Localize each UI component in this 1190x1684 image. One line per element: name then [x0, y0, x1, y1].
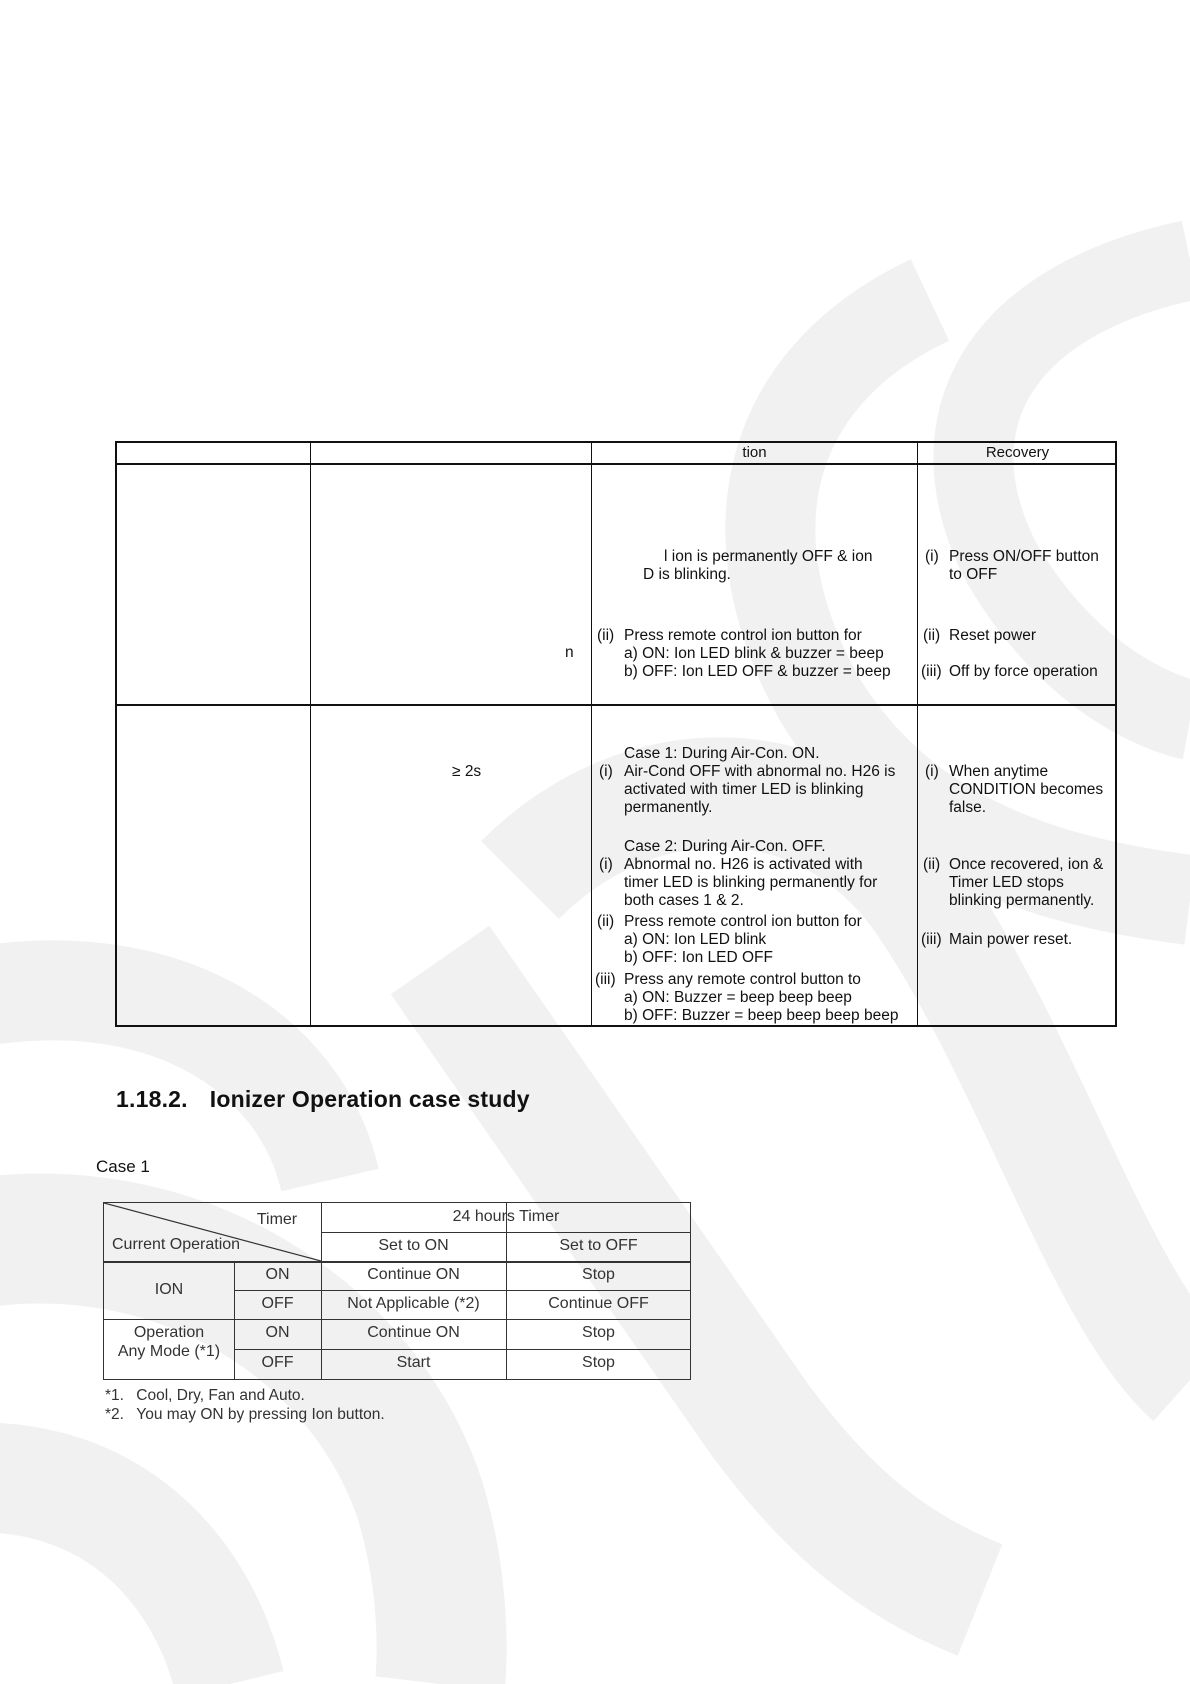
group-ion: ION — [154, 1281, 184, 1298]
row1-col3-line: a) ON: Ion LED blink & buzzer = beep — [624, 645, 884, 662]
row1-col3-line: l ion is permanently OFF & ion — [664, 548, 873, 565]
row2-case2-line: both cases 1 & 2. — [624, 892, 744, 909]
header-recovery: Recovery — [985, 444, 1050, 461]
row2-recovery-marker: (i) — [925, 763, 939, 780]
table-cell: Continue ON — [367, 1266, 460, 1283]
table-cell: Continue ON — [367, 1324, 460, 1341]
state-on: ON — [265, 1324, 290, 1341]
row1-recovery-line: Press ON/OFF button — [949, 548, 1099, 565]
state-on: ON — [265, 1266, 290, 1283]
group-operation: Operation — [133, 1324, 205, 1341]
column-divider — [321, 1203, 322, 1379]
column-divider — [591, 443, 592, 1025]
row2-recovery-line: Timer LED stops — [949, 874, 1064, 891]
row2-recovery-line: When anytime — [949, 763, 1049, 780]
row-divider — [104, 1319, 690, 1320]
table-cell: Not Applicable (*2) — [347, 1295, 480, 1312]
row1-col2-fragment: n — [565, 644, 574, 661]
header-col3: tion — [742, 444, 767, 461]
row-divider — [234, 1290, 690, 1291]
footnote-marker: *2. — [105, 1406, 124, 1423]
row2-case1-line: activated with timer LED is blinking — [624, 781, 864, 798]
row2-recovery-marker: (iii) — [921, 931, 942, 948]
row2-case1-marker: (i) — [599, 763, 613, 780]
row2-recovery-line: blinking permanently. — [949, 892, 1095, 909]
table-cell: Stop — [582, 1266, 615, 1283]
row1-recovery-marker: (i) — [925, 548, 939, 565]
section-number: 1.18.2. — [116, 1086, 188, 1112]
row2-recovery-line: Once recovered, ion & — [949, 856, 1104, 873]
row2-ii-line: b) OFF: Ion LED OFF — [624, 949, 773, 966]
table-cell: Continue OFF — [548, 1295, 649, 1312]
row1-col3-line: Press remote control ion button for — [624, 627, 862, 644]
row-divider — [117, 704, 1115, 706]
col-set-off: Set to OFF — [559, 1237, 638, 1254]
table-cell: Stop — [582, 1324, 615, 1341]
section-title: Ionizer Operation case study — [209, 1086, 530, 1112]
row2-case1-line: Air-Cond OFF with abnormal no. H26 is — [624, 763, 896, 780]
row1-recovery-line: to OFF — [949, 566, 998, 583]
row1-recovery-line: Off by force operation — [949, 663, 1098, 680]
row2-col2-fragment: ≥ 2s — [452, 763, 482, 780]
row2-ii-line: a) ON: Ion LED blink — [624, 931, 767, 948]
footnote-text: Cool, Dry, Fan and Auto. — [136, 1387, 305, 1404]
row1-col3-line: b) OFF: Ion LED OFF & buzzer = beep — [624, 663, 891, 680]
row1-col3-marker: (ii) — [597, 627, 615, 644]
corner-timer-label: Timer — [256, 1211, 298, 1228]
corner-current-operation-label: Current Operation — [112, 1236, 241, 1253]
footnote — [105, 1406, 385, 1424]
footnote-marker: *1. — [105, 1387, 124, 1404]
row2-ii-marker: (ii) — [597, 913, 615, 930]
column-divider — [917, 443, 918, 1025]
column-divider — [310, 443, 311, 1025]
case-study-table — [103, 1202, 691, 1380]
group-operation-mode: Any Mode (*1) — [117, 1343, 221, 1360]
row2-iii-line: a) ON: Buzzer = beep beep beep — [624, 989, 852, 1006]
row2-iii-marker: (iii) — [595, 971, 616, 988]
row2-case2-title: Case 2: During Air-Con. OFF. — [624, 838, 826, 855]
row-divider — [234, 1349, 690, 1350]
row2-recovery-marker: (ii) — [923, 856, 941, 873]
section-heading — [116, 1086, 530, 1113]
state-off: OFF — [261, 1354, 294, 1371]
fault-table — [115, 441, 1117, 1027]
row2-iii-line: b) OFF: Buzzer = beep beep beep beep — [624, 1007, 899, 1024]
col-set-on: Set to ON — [378, 1237, 449, 1254]
row2-case1-title: Case 1: During Air-Con. ON. — [624, 745, 820, 762]
timer-group-header: 24 hours Timer — [452, 1208, 560, 1225]
row2-case2-marker: (i) — [599, 856, 613, 873]
table-cell: Start — [396, 1354, 431, 1371]
row-divider — [117, 463, 1115, 465]
row1-recovery-marker: (ii) — [923, 627, 941, 644]
row2-iii-line: Press any remote control button to — [624, 971, 861, 988]
state-off: OFF — [261, 1295, 294, 1312]
row1-col3-line: D is blinking. — [643, 566, 731, 583]
row-divider — [104, 1261, 690, 1263]
row1-recovery-line: Reset power — [949, 627, 1037, 644]
row2-ii-line: Press remote control ion button for — [624, 913, 862, 930]
row2-case2-line: timer LED is blinking permanently for — [624, 874, 878, 891]
table-cell: Stop — [582, 1354, 615, 1371]
row2-recovery-line: CONDITION becomes — [949, 781, 1104, 798]
row2-recovery-line: false. — [949, 799, 987, 816]
row-divider — [321, 1232, 691, 1233]
row2-case2-line: Abnormal no. H26 is activated with — [624, 856, 863, 873]
column-divider — [506, 1203, 507, 1379]
footnote-text: You may ON by pressing Ion button. — [136, 1406, 385, 1423]
row2-recovery-line: Main power reset. — [949, 931, 1073, 948]
row1-recovery-marker: (iii) — [921, 663, 942, 680]
row2-case1-line: permanently. — [624, 799, 713, 816]
footnote — [105, 1387, 305, 1405]
case-label: Case 1 — [96, 1157, 150, 1176]
